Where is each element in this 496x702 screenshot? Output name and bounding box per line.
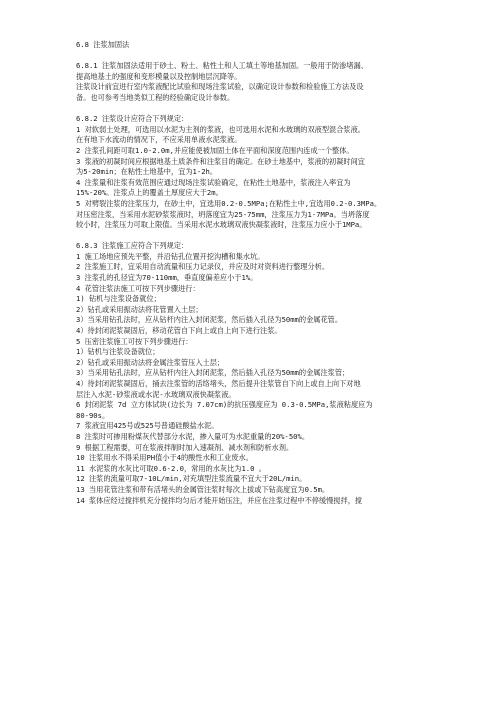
text-line: 11 水泥浆的水灰比可取0.6-2.0，常用的水灰比为1.0 。 [76,463,266,473]
text-line: 1) 钻机与注浆设备就位； [76,294,161,304]
text-line: 5 压密注浆施工可按下列步骤进行： [76,336,193,346]
section-block [76,241,476,506]
text-line: 80-90s。 [76,410,110,420]
text-line: 6.8.1 注浆加固法适用于砂土、粉土、粘性土和人工填土等地基加固。一般用于防渗堵漏、 [76,61,368,71]
text-line: 13 当用花管注浆和带有活堵头的金属管注浆时每次上拔或下钻高度宜为0.5m。 [76,484,330,494]
text-line: 1）钻机与注浆设备就位； [76,347,160,357]
text-line: 4 注浆量和注浆有效范围应通过现场注浆试验确定，在粘性土地基中，浆液注入率宜为 [76,177,351,187]
text-line: 4）待封闭泥浆凝固后，移动花管自下向上或自上向下进行注浆。 [76,326,282,336]
text-line: 6 封闭泥浆 7d 立方体试块(边长为 7.07cm)的抗压强度应为 0.3-0.5MPa,浆液粘度应为 [76,400,373,410]
text-line: 备。也可参考当地类似工程的经验确定设计参数。 [76,92,235,102]
text-line: 在有地下水流动的情况下，不应采用单液水泥浆液。 [76,135,242,145]
text-line: 2 注浆施工时，宜采用自动流量和压力记录仪，并应及时对资料进行整理分析。 [76,262,330,272]
text-line: 2）钻孔或采用振动法将花管置入土层； [76,304,203,314]
text-line: 较小时，注浆压力可取上限值。当采用水泥水玻璃双液快凝浆液时，注浆压力应小于1MPa。 [76,220,367,230]
text-line: 4 花管注浆法施工可按下列步骤进行： [76,283,200,293]
text-line: 2）钻孔或采用振动法将金属注浆管压入土层； [76,357,225,367]
text-line: 10 注浆用水不得采用PH值小于4的酸性水和工业废水。 [76,453,253,463]
paragraph-gap [76,104,476,115]
text-line: 14 浆体应经过搅拌机充分搅拌均匀后才能开始压注，并应在注浆过程中不停缓慢搅拌，搅 [76,495,363,505]
text-line: 4）待封闭泥浆凝固后，捅去注浆管的活络堵头，然后提升注浆管自下向上或自上向下对地 [76,379,361,388]
text-line: 提高地基土的强度和变形模量以及控制地层沉降等。 [76,71,242,81]
section-title: 6.8 注浆加固法 [76,40,130,49]
text-line: 9 根据工程需要，可在浆液拌制时加入速凝剂、减水剂和防析水剂。 [76,442,294,452]
text-line: 3 注浆孔的孔径宜为70-110mm，垂直度偏差应小于1%。 [76,273,258,283]
text-line: 层注入水泥-砂浆液或水泥-水玻璃双液快凝浆液。 [76,389,236,399]
text-line: 1 施工场地应预先平整，并沿钻孔位置开挖沟槽和集水坑。 [76,251,265,261]
text-line: 5 对劈裂注浆的注浆压力，在砂土中，宜选用0.2-0.5MPa;在粘性土中,宜选用0.2-0.3MPa。 [76,198,382,208]
text-line: 3 浆液的初凝时间应根据地基土质条件和注浆目的确定。在砂土地基中，浆液的初凝时间宜 [76,156,365,166]
section-block [76,61,476,103]
text-line: 7 浆液宜用425号或525号普通硅酸盐水泥。 [76,421,219,431]
text-line: 6.8.2 注浆设计应符合下列规定： [76,114,189,124]
text-line: 为5-20min；在粘性土地基中，宜为1-2h。 [76,167,218,177]
section-block [76,114,476,231]
paragraph-gap [76,231,476,242]
text-line: 15%-20%。注浆点上的覆盖土厚度应大于2m。 [76,188,223,198]
document-body [76,40,476,506]
text-line: 6.8.3 注浆施工应符合下列规定： [76,241,189,251]
text-line: 3）当采用钻孔法时，应从钻杆内注入封闭泥浆，然后插入孔径为50mm的金属注浆管； [76,368,350,378]
text-line: 3）当采用钻孔法时，应从钻杆内注入封闭泥浆，然后插入孔径为50mm的金属花管。 [76,315,343,325]
text-line: 2 注浆孔间距可取1.0-2.0m,并应能使被加固土体在平面和深度范围内连成一个整体。 [76,145,354,155]
text-line: 8 注浆时可掺用粉煤灰代替部分水泥，掺入量可为水泥重量的20%-50%。 [76,431,310,441]
text-line: 12 注浆的流量可取7-10L/min,对充填型注浆流量不宜大于20L/min。 [76,474,307,484]
text-line: 1 对软弱土处理，可选用以水泥为主剂的浆液，也可选用水泥和水玻璃的双液型混合浆液。 [76,124,365,134]
text-line: 注浆设计前宜进行室内浆液配比试验和现场注浆试验，以确定设计参数和检验施工方法及设 [76,82,364,92]
text-line: 对压密注浆，当采用水泥砂浆浆液时，坍落度宜为25-75mm，注浆压力为1-7MPa。当坍落度 [76,209,370,219]
